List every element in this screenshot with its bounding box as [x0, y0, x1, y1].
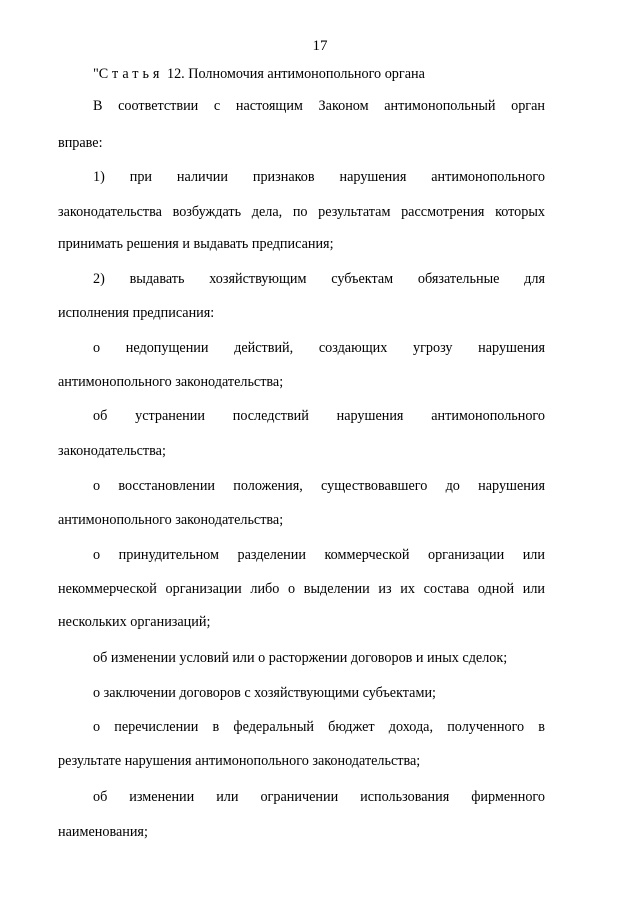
paragraph-line: наименования;: [58, 824, 148, 840]
paragraph-line: исполнения предписания:: [58, 305, 215, 321]
paragraph-line: о восстановлении положения, существовавшего до нарушения: [93, 478, 545, 494]
paragraph-line: антимонопольного законодательства;: [58, 512, 284, 528]
paragraph-line: вправе:: [58, 135, 103, 151]
paragraph-line: антимонопольного законодательства;: [58, 374, 284, 390]
paragraph-line: об изменении условий или о расторжении договоров и иных сделок;: [93, 650, 508, 666]
title-article-word: Статья: [98, 66, 164, 82]
paragraph-line: о заключении договоров с хозяйствующими субъектами;: [93, 685, 436, 701]
paragraph-line: принимать решения и выдавать предписания;: [58, 236, 334, 252]
paragraph-line: законодательства;: [58, 443, 166, 459]
paragraph-line: некоммерческой организации либо о выделении из их состава одной или: [58, 581, 545, 597]
paragraph-line: 1) при наличии признаков нарушения антимонопольного: [93, 169, 545, 185]
paragraph-line: о недопущении действий, создающих угрозу нарушения: [93, 340, 545, 356]
page-number: 17: [312, 38, 328, 54]
paragraph-line: законодательства возбуждать дела, по результатам рассмотрения которых: [58, 204, 545, 220]
paragraph-line: В соответствии с настоящим Законом антимонопольный орган: [93, 98, 545, 114]
paragraph-line: об изменении или ограничении использования фирменного: [93, 789, 545, 805]
paragraph-line: нескольких организаций;: [58, 614, 211, 630]
title-text: 12. Полномочия антимонопольного органа: [163, 66, 425, 82]
title-quote: ": [93, 66, 99, 82]
paragraph-line: 2) выдавать хозяйствующим субъектам обязательные для: [93, 271, 545, 287]
article-title: [93, 66, 600, 83]
paragraph-line: о принудительном разделении коммерческой организации или: [93, 547, 545, 563]
paragraph-line: результате нарушения антимонопольного законодательства;: [58, 753, 421, 769]
paragraph-line: о перечислении в федеральный бюджет дохода, полученного в: [93, 719, 545, 735]
paragraph-line: об устранении последствий нарушения антимонопольного: [93, 408, 545, 424]
